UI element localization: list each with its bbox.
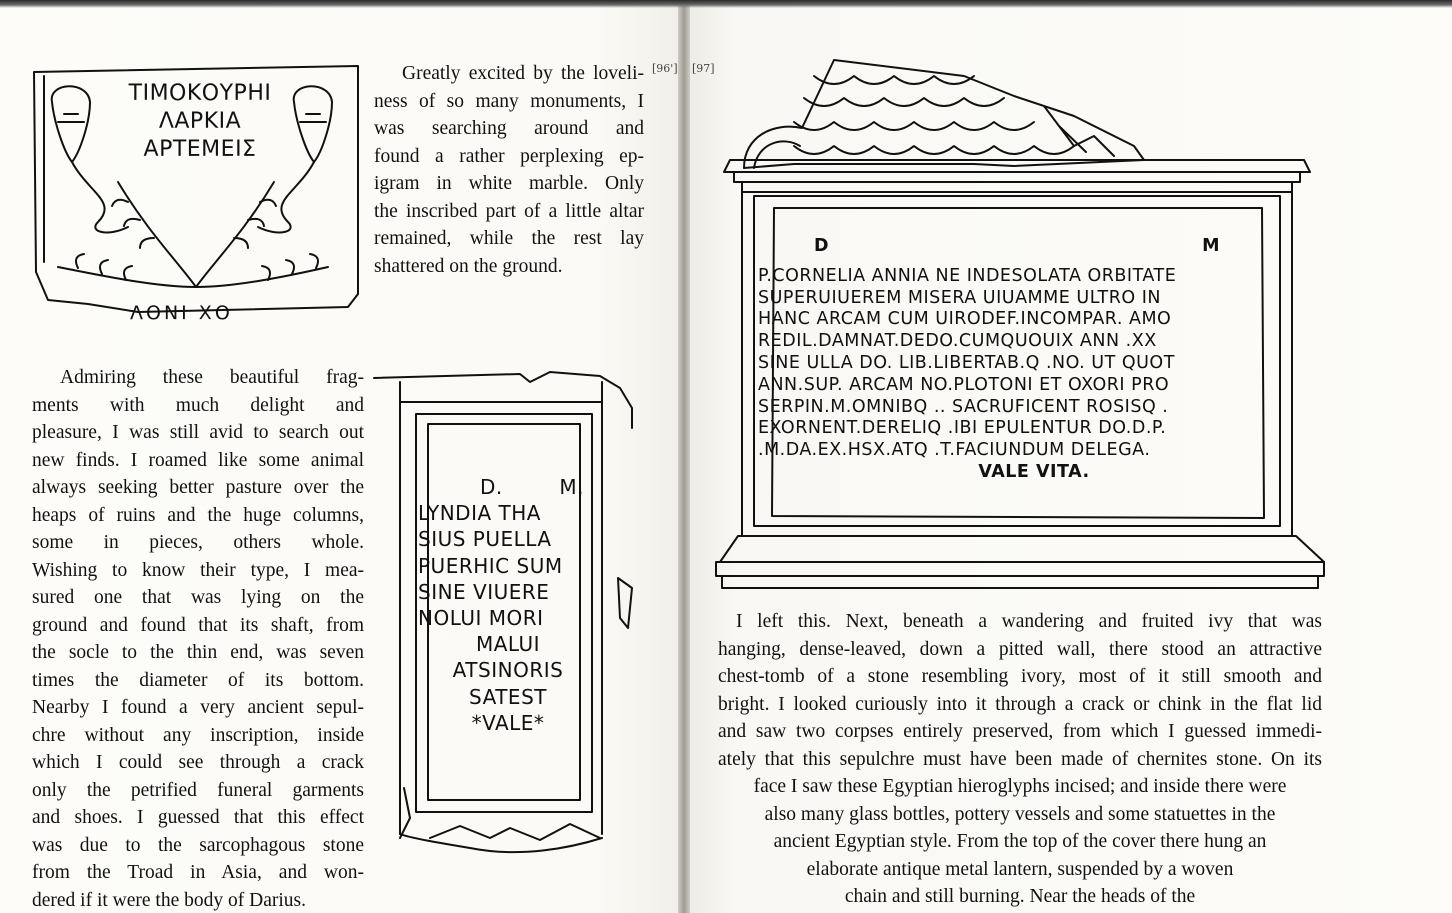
folio-left: [96'] [652, 62, 678, 75]
left-paragraph-line: pleasure, I was still avid to search out [32, 422, 364, 443]
top-paragraph-line: Greatly excited by the loveli- [402, 63, 644, 84]
left-paragraph-line: Wishing to know their type, I mea- [32, 559, 364, 581]
top-paragraph-line: igram in white marble. Only [374, 173, 644, 194]
small-altar-line: PUERHIC SUM [418, 553, 563, 578]
book-gutter [678, 0, 690, 913]
left-paragraph-line: new finds. I roamed like some animal [32, 449, 364, 471]
sarcophagus-line: SUPERUIUEREM MISERA UIUAMME ULTRO IN [758, 287, 1161, 308]
small-altar-inscription [418, 474, 598, 736]
right-paragraph-line: elaborate antique metal lantern, suspended by a woven [806, 858, 1234, 880]
sarcophagus-heading-right: M [1202, 236, 1220, 256]
small-altar-line: NOLUI MORI [418, 606, 544, 631]
left-paragraph-line: which I could see through a crack [32, 752, 364, 773]
right-paragraph [718, 608, 1322, 773]
right-paragraph-line: chest-tomb of a stone resembling ivory, most of it still smooth and [718, 666, 1322, 687]
left-paragraph-line: dered if it were the body of Darius. [32, 889, 306, 911]
sarcophagus-last-line: VALE VITA. [978, 461, 1090, 482]
left-paragraph-line: from the Troad in Asia, and won- [32, 862, 364, 883]
right-paragraph-line: I left this. Next, beneath a wandering and fruited ivy that was [736, 611, 1322, 632]
left-paragraph-line: the socle to the thin end, was seven [32, 642, 364, 663]
small-altar-heading-left: D. [480, 475, 503, 499]
left-paragraph-line: always seeking better pasture over the [32, 477, 364, 498]
top-paragraph [374, 60, 644, 280]
left-paragraph-line: Admiring these beautiful frag- [60, 367, 364, 388]
top-paragraph-line: was searching around and [374, 118, 644, 139]
right-paragraph-line: hanging, dense-leaved, down a pitted wall, there stood an attractive [718, 638, 1322, 660]
left-paragraph-line: chre without any inscription, inside [32, 724, 364, 746]
top-paragraph-line: remained, while the rest lay [374, 228, 644, 249]
left-paragraph-line: was due to the sarcophagous stone [32, 834, 364, 856]
sarcophagus-inscription [758, 236, 1270, 484]
right-paragraph-line: ancient Egyptian style. From the top of the cover there hung an [773, 831, 1267, 852]
left-paragraph-line: some in pieces, others whole. [32, 532, 364, 553]
left-paragraph-line: sured one that was lying on the [32, 587, 364, 608]
sarcophagus-line: ANN.SUP. ARCAM NO.PLOTONI ET OXORI PRO [758, 374, 1170, 395]
left-paragraph-line: ground and found that its shaft, from [32, 614, 364, 636]
left-paragraph-line: only the petrified funeral garments [32, 779, 364, 801]
small-altar-line: SATEST [469, 684, 547, 709]
small-altar-line: SINE VIUERE [418, 579, 550, 604]
greek-stele-bottom: ΛΟΝΙ ΧΟ [130, 302, 233, 324]
right-paragraph-tapered [718, 773, 1322, 911]
left-paragraph [32, 364, 364, 913]
small-altar-line: MALUI [475, 632, 541, 657]
right-paragraph-line: ately that this sepulchre must have been made of chernites stone. On its [718, 748, 1322, 770]
top-paragraph-line: found a rather perplexing ep- [374, 145, 644, 167]
left-paragraph-line: times the diameter of its bottom. [32, 669, 364, 691]
folio-right: [97] [692, 62, 715, 75]
right-page [690, 0, 1452, 913]
right-paragraph-line: also many glass bottles, pottery vessels and some statuettes in the [764, 803, 1276, 825]
right-paragraph-line: face I saw these Egyptian hieroglyphs incised; and inside there were [753, 776, 1287, 797]
left-paragraph-line: and shoes. I guessed that this effect [32, 807, 364, 828]
left-page [0, 0, 678, 913]
sarcophagus-line: .M.DA.EX.HSX.ATQ .T.FACIUNDUM DELEGA. [758, 440, 1151, 461]
greek-stele-line-3: ΑΡΤΕΜΕΙΣ [143, 137, 257, 162]
small-altar-line: ATSINORIS [452, 658, 564, 683]
small-altar-line: SIUS PUELLA [418, 527, 552, 552]
small-altar-line: LYNDIA THA [418, 501, 541, 526]
greek-stele-line-1: ΤΙΜΟΚΟΥΡΗΙ [128, 81, 272, 106]
small-altar-heading-right: M. [559, 475, 584, 499]
right-paragraph-line: chain and still burning. Near the heads of the [844, 886, 1196, 907]
left-paragraph-line: Nearby I found a very ancient sepul- [32, 697, 364, 718]
sarcophagus-line: EXORNENT.DERELIQ .IBI EPULENTUR DO.D.P. [758, 418, 1167, 439]
top-paragraph-line: the inscribed part of a little altar [374, 200, 644, 222]
greek-stele-line-2: ΛΑΡΚΙΑ [158, 109, 242, 134]
right-paragraph-line: bright. I looked curiously into it through a crack or chink in the flat lid [718, 693, 1322, 715]
scan-top-edge [0, 0, 1452, 8]
top-paragraph-line: shattered on the ground. [374, 255, 563, 277]
sarcophagus-line: HANC ARCAM CUM UIRODEF.INCOMPAR. AMO [758, 309, 1172, 330]
sarcophagus-line: P.CORNELIA ANNIA NE INDESOLATA ORBITATE [758, 265, 1177, 286]
right-paragraph-line: and saw two corpses entirely preserved, from which I guessed immedi- [718, 721, 1322, 742]
sarcophagus-line: SINE ULLA DO. LIB.LIBERTAB.Q .NO. UT QUOT [758, 352, 1175, 373]
sarcophagus-line: REDIL.DAMNAT.DEDO.CUMQUOUIX ANN .XX [758, 331, 1157, 352]
sarcophagus-heading-left: D [814, 236, 830, 256]
left-paragraph-line: heaps of ruins and the huge columns, [32, 504, 364, 526]
small-altar-line: *VALE* [471, 710, 545, 735]
left-paragraph-line: ments with much delight and [32, 394, 364, 416]
top-paragraph-line: ness of so many monuments, I [374, 90, 644, 112]
sarcophagus-line: SERPIN.M.OMNIBQ .. SACRUFICENT ROSISQ . [758, 396, 1169, 417]
